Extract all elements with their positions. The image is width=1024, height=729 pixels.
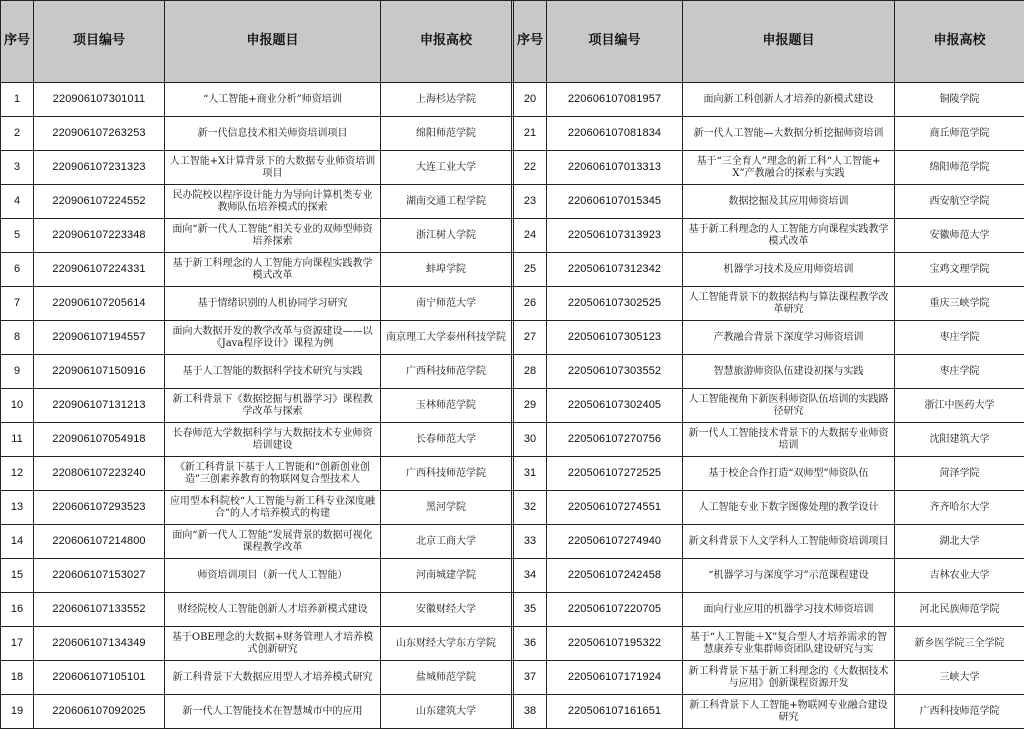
header-code-right: 项目编号	[547, 1, 683, 83]
row-number: 21	[514, 117, 547, 151]
header-no-left: 序号	[1, 1, 34, 83]
school-name: 浙江中医药大学	[895, 389, 1024, 423]
table-row	[1, 661, 1024, 695]
row-number: 23	[514, 185, 547, 219]
project-code: 220906107131213	[34, 389, 165, 423]
project-title: 人工智能+X计算背景下的大数据专业师资培训项目	[165, 151, 381, 185]
school-name: 菏泽学院	[895, 457, 1024, 491]
row-number: 33	[514, 525, 547, 559]
row-number: 11	[1, 423, 34, 457]
table-row	[1, 593, 1024, 627]
project-title: 智慧旅游师资队伍建设初探与实践	[683, 355, 895, 389]
school-name: 玉林师范学院	[381, 389, 512, 423]
project-code: 220506107195322	[547, 627, 683, 661]
school-name: 山东建筑大学	[381, 695, 512, 729]
table-row	[1, 321, 1024, 355]
row-number: 30	[514, 423, 547, 457]
project-code: 220506107274551	[547, 491, 683, 525]
row-number: 17	[1, 627, 34, 661]
school-name: 上海杉达学院	[381, 83, 512, 117]
project-code: 220906107301011	[34, 83, 165, 117]
table-row	[1, 559, 1024, 593]
project-code: 220506107220705	[547, 593, 683, 627]
school-name: 盐城师范学院	[381, 661, 512, 695]
row-number: 5	[1, 219, 34, 253]
table-body	[1, 83, 1024, 729]
project-code: 220506107161651	[547, 695, 683, 729]
project-title: 民办院校以程序设计能力为导向计算机类专业教师队伍培养模式的探索	[165, 185, 381, 219]
row-number: 12	[1, 457, 34, 491]
table-row	[1, 491, 1024, 525]
project-code: 220506107171924	[547, 661, 683, 695]
project-code: 220506107302405	[547, 389, 683, 423]
school-name: 长春师范大学	[381, 423, 512, 457]
project-code: 220906107054918	[34, 423, 165, 457]
school-name: 齐齐哈尔大学	[895, 491, 1024, 525]
project-code: 220906107205614	[34, 287, 165, 321]
table-row	[1, 287, 1024, 321]
school-name: 黑河学院	[381, 491, 512, 525]
project-title: 机器学习技术及应用师资培训	[683, 253, 895, 287]
row-number: 28	[514, 355, 547, 389]
project-title: 基于校企合作打造“双师型”师资队伍	[683, 457, 895, 491]
header-school-left: 申报高校	[381, 1, 512, 83]
project-title: 面向新工科创新人才培养的新模式建设	[683, 83, 895, 117]
project-title: 新工科背景下大数据应用型人才培养模式研究	[165, 661, 381, 695]
project-code: 220506107274940	[547, 525, 683, 559]
row-number: 22	[514, 151, 547, 185]
project-title: 新文科背景下人文学科人工智能师资培训项目	[683, 525, 895, 559]
table-row	[1, 219, 1024, 253]
project-code: 220606107134349	[34, 627, 165, 661]
row-number: 4	[1, 185, 34, 219]
row-number: 8	[1, 321, 34, 355]
project-title: 面向大数据开发的教学改革与资源建设——以《Java程序设计》课程为例	[165, 321, 381, 355]
project-title: 基于OBE理念的大数据+财务管理人才培养模式创新研究	[165, 627, 381, 661]
project-code: 220906107223348	[34, 219, 165, 253]
row-number: 20	[514, 83, 547, 117]
project-code: 220906107224331	[34, 253, 165, 287]
row-number: 32	[514, 491, 547, 525]
project-title: 师资培训项目（新一代人工智能）	[165, 559, 381, 593]
row-number: 6	[1, 253, 34, 287]
header-code-left: 项目编号	[34, 1, 165, 83]
project-title: “机器学习与深度学习”示范课程建设	[683, 559, 895, 593]
school-name: 重庆三峡学院	[895, 287, 1024, 321]
row-number: 18	[1, 661, 34, 695]
row-number: 26	[514, 287, 547, 321]
school-name: 三峡大学	[895, 661, 1024, 695]
project-code: 220906107231323	[34, 151, 165, 185]
project-code: 220506107313923	[547, 219, 683, 253]
row-number: 24	[514, 219, 547, 253]
project-title: 新工科背景下基于新工科理念的《大数据技术与应用》创新课程资源开发	[683, 661, 895, 695]
project-code: 220506107305123	[547, 321, 683, 355]
project-code: 220606107214800	[34, 525, 165, 559]
project-title: 产教融合背景下深度学习师资培训	[683, 321, 895, 355]
project-code: 220606107092025	[34, 695, 165, 729]
header-title-right: 申报题目	[683, 1, 895, 83]
table-row	[1, 253, 1024, 287]
project-title: 基于“三全育人”理念的新工科“人工智能+X”产教融合的探索与实践	[683, 151, 895, 185]
project-code: 220506107242458	[547, 559, 683, 593]
header-no-right: 序号	[514, 1, 547, 83]
project-title: 基于新工科理念的人工智能方向课程实践教学模式改革	[165, 253, 381, 287]
project-code: 220506107303552	[547, 355, 683, 389]
row-number: 15	[1, 559, 34, 593]
school-name: 西安航空学院	[895, 185, 1024, 219]
project-title: 基于新工科理念的人工智能方向课程实践教学模式改革	[683, 219, 895, 253]
row-number: 3	[1, 151, 34, 185]
table-row	[1, 423, 1024, 457]
project-title: 长春师范大学数据科学与大数据技术专业师资培训建设	[165, 423, 381, 457]
header-row	[1, 1, 1024, 83]
table-row	[1, 151, 1024, 185]
row-number: 9	[1, 355, 34, 389]
project-code: 220906107150916	[34, 355, 165, 389]
project-title: 新一代人工智能技术在智慧城市中的应用	[165, 695, 381, 729]
school-name: 河南城建学院	[381, 559, 512, 593]
project-title: 面向行业应用的机器学习技术师资培训	[683, 593, 895, 627]
project-title: 人工智能背景下的数据结构与算法课程教学改革研究	[683, 287, 895, 321]
project-title: 人工智能视角下新医科师资队伍培训的实践路径研究	[683, 389, 895, 423]
header-title-left: 申报题目	[165, 1, 381, 83]
table-row	[1, 627, 1024, 661]
table-row	[1, 117, 1024, 151]
school-name: 安徽师范大学	[895, 219, 1024, 253]
project-code: 220506107302525	[547, 287, 683, 321]
project-title: 数据挖掘及其应用师资培训	[683, 185, 895, 219]
school-name: 蚌埠学院	[381, 253, 512, 287]
project-title: 基于“人工智能＋X”复合型人才培养需求的智慧康养专业集群师资团队建设研究与实	[683, 627, 895, 661]
school-name: 山东财经大学东方学院	[381, 627, 512, 661]
project-code: 220506107272525	[547, 457, 683, 491]
table-row	[1, 457, 1024, 491]
row-number: 27	[514, 321, 547, 355]
table-row	[1, 695, 1024, 729]
project-code: 220606107105101	[34, 661, 165, 695]
row-number: 2	[1, 117, 34, 151]
row-number: 36	[514, 627, 547, 661]
school-name: 沈阳建筑大学	[895, 423, 1024, 457]
project-title: 人工智能专业下数字图像处理的教学设计	[683, 491, 895, 525]
project-code: 220606107293523	[34, 491, 165, 525]
school-name: 铜陵学院	[895, 83, 1024, 117]
row-number: 10	[1, 389, 34, 423]
project-title: “人工智能+商业分析”师资培训	[165, 83, 381, 117]
school-name: 安徽财经大学	[381, 593, 512, 627]
row-number: 19	[1, 695, 34, 729]
school-name: 湖南交通工程学院	[381, 185, 512, 219]
project-code: 220506107270756	[547, 423, 683, 457]
row-number: 1	[1, 83, 34, 117]
row-number: 7	[1, 287, 34, 321]
row-number: 34	[514, 559, 547, 593]
project-title: 财经院校人工智能创新人才培养新模式建设	[165, 593, 381, 627]
row-number: 37	[514, 661, 547, 695]
project-code: 220606107015345	[547, 185, 683, 219]
project-code: 220906107194557	[34, 321, 165, 355]
school-name: 广西科技师范学院	[381, 457, 512, 491]
row-number: 25	[514, 253, 547, 287]
school-name: 绵阳师范学院	[895, 151, 1024, 185]
project-title: 面向“新一代人工智能”发展背景的数据可视化课程教学改革	[165, 525, 381, 559]
school-name: 广西科技师范学院	[381, 355, 512, 389]
school-name: 枣庄学院	[895, 321, 1024, 355]
project-title: 新工科背景下人工智能+物联网专业融合建设研究	[683, 695, 895, 729]
project-code: 220606107081834	[547, 117, 683, 151]
table-row	[1, 185, 1024, 219]
project-code: 220606107133552	[34, 593, 165, 627]
project-title: 新工科背景下《数据挖掘与机器学习》课程教学改革与探索	[165, 389, 381, 423]
project-code: 220806107223240	[34, 457, 165, 491]
school-name: 南宁师范大学	[381, 287, 512, 321]
row-number: 31	[514, 457, 547, 491]
school-name: 北京工商大学	[381, 525, 512, 559]
project-code: 220506107312342	[547, 253, 683, 287]
row-number: 35	[514, 593, 547, 627]
project-title: 基于人工智能的数据科学技术研究与实践	[165, 355, 381, 389]
school-name: 吉林农业大学	[895, 559, 1024, 593]
row-number: 14	[1, 525, 34, 559]
school-name: 南京理工大学泰州科技学院	[381, 321, 512, 355]
row-number: 13	[1, 491, 34, 525]
school-name: 商丘师范学院	[895, 117, 1024, 151]
table-row	[1, 355, 1024, 389]
project-code: 220906107224552	[34, 185, 165, 219]
project-code: 220606107081957	[547, 83, 683, 117]
table-row	[1, 525, 1024, 559]
table-row	[1, 389, 1024, 423]
project-title: 新一代信息技术相关师资培训项目	[165, 117, 381, 151]
table-row	[1, 83, 1024, 117]
project-code: 220606107153027	[34, 559, 165, 593]
school-name: 大连工业大学	[381, 151, 512, 185]
project-title: 面向“新一代人工智能”相关专业的双师型师资培养探索	[165, 219, 381, 253]
project-title: 新一代人工智能—大数据分析挖掘师资培训	[683, 117, 895, 151]
project-code: 220906107263253	[34, 117, 165, 151]
row-number: 16	[1, 593, 34, 627]
project-title: 基于情绪识别的人机协同学习研究	[165, 287, 381, 321]
row-number: 29	[514, 389, 547, 423]
row-number: 38	[514, 695, 547, 729]
project-code: 220606107013313	[547, 151, 683, 185]
school-name: 枣庄学院	[895, 355, 1024, 389]
school-name: 湖北大学	[895, 525, 1024, 559]
project-title: 新一代人工智能技术背景下的大数据专业师资培训	[683, 423, 895, 457]
school-name: 广西科技师范学院	[895, 695, 1024, 729]
school-name: 浙江树人学院	[381, 219, 512, 253]
school-name: 绵阳师范学院	[381, 117, 512, 151]
school-name: 宝鸡文理学院	[895, 253, 1024, 287]
project-title: 应用型本科院校“人工智能与新工科专业深度融合”的人才培养模式的构建	[165, 491, 381, 525]
project-title: 《新工科背景下基于人工智能和“创新创业创造”三创素养教育的物联网复合型技术人	[165, 457, 381, 491]
school-name: 河北民族师范学院	[895, 593, 1024, 627]
school-name: 新乡医学院三全学院	[895, 627, 1024, 661]
header-school-right: 申报高校	[895, 1, 1024, 83]
